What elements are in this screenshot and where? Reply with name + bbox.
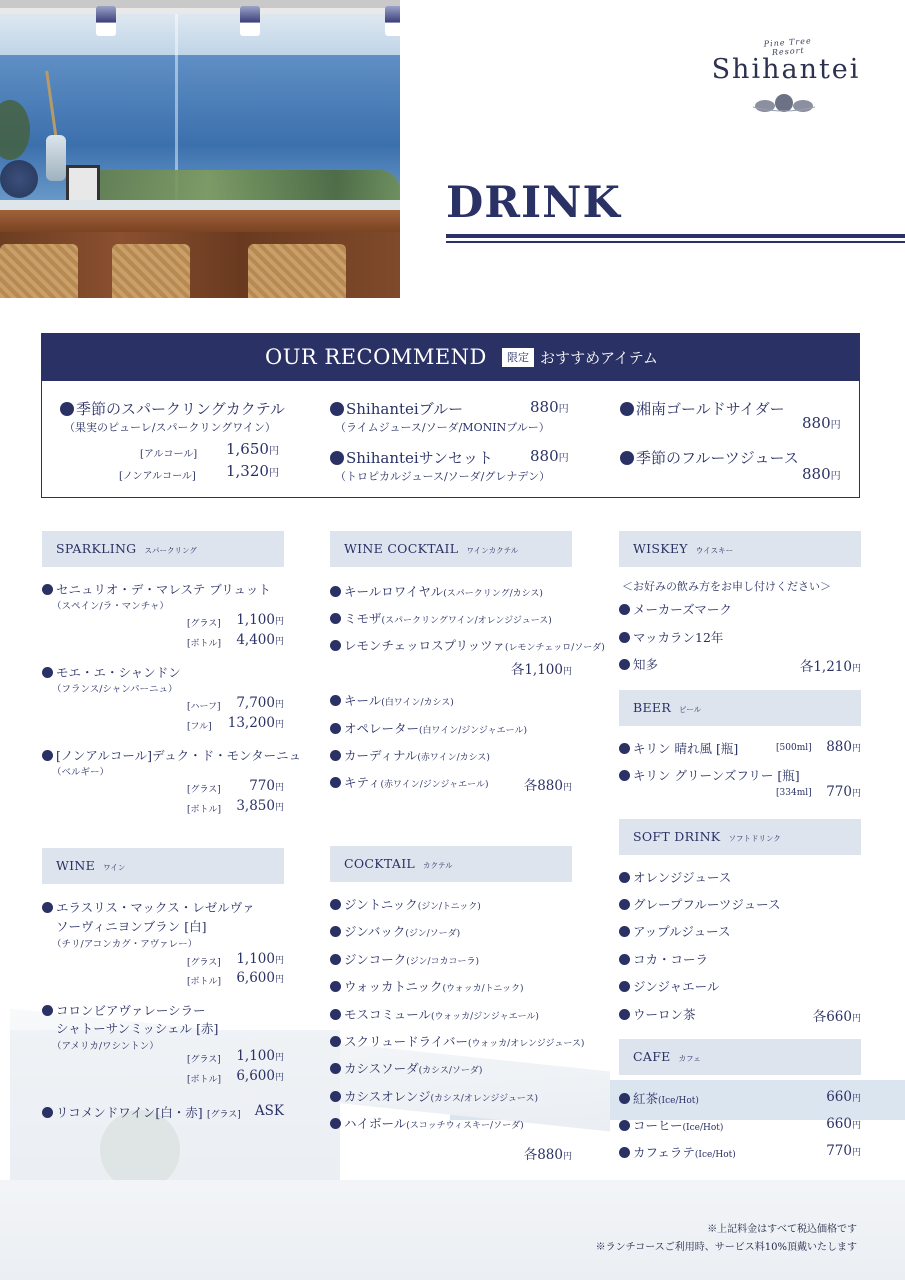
menu-item: オペレーター(白ワイン/ジンジャエール)	[330, 719, 527, 737]
section-header-wine-cocktail: WINE COCKTAIL ワインカクテル	[330, 531, 572, 567]
price: 770円	[826, 1143, 861, 1159]
section-header-cocktail: COCKTAIL カクテル	[330, 846, 572, 882]
menu-item: ジンジャエール	[619, 977, 719, 995]
price-label: [ノンアルコール]	[119, 471, 196, 482]
section-header-sparkling: SPARKLING スパークリング	[42, 531, 284, 567]
menu-item: キティ(赤ワイン/ジンジャエール)	[330, 773, 489, 791]
item-origin: （ベルギー）	[52, 767, 110, 778]
price: 各1,210円	[799, 659, 861, 675]
logo-name: Shihantei	[711, 54, 861, 85]
price: 6,600円	[236, 970, 284, 986]
bullet-icon	[42, 667, 53, 678]
menu-item: レモンチェッロスプリッツァ(レモンチェッロ/ソーダ)	[330, 636, 605, 654]
recommend-item-desc: （トロピカルジュース/ソーダ/グレナデン）	[335, 470, 551, 483]
menu-item: キリン 晴れ風 [瓶]	[619, 739, 738, 757]
footer-note-service: ※ランチコースご利用時、サービス料10%頂戴いたします	[595, 1242, 857, 1253]
recommend-subtitle: おすすめアイテム	[540, 349, 659, 367]
recommend-item-desc: （ライムジュース/ソーダ/MONINブルー）	[335, 421, 550, 434]
item-origin: （フランス/シャンパーニュ）	[52, 684, 178, 695]
price: 各1,100円	[510, 662, 572, 678]
bullet-icon	[619, 1147, 630, 1158]
bullet-icon	[330, 1063, 341, 1074]
price-label: [ボトル]	[187, 1075, 222, 1085]
menu-item: ミモザ(スパークリングワイン/オレンジジュース)	[330, 609, 552, 627]
menu-item: カシスソーダ(カシス/ソーダ)	[330, 1059, 482, 1077]
price-label: [グラス]	[207, 1110, 241, 1120]
price: 7,700円	[236, 695, 284, 711]
price-label: [アルコール]	[140, 449, 198, 460]
price: 1,650円	[226, 440, 279, 458]
price-label: [フル]	[187, 722, 212, 732]
bullet-icon	[42, 902, 53, 913]
bullet-icon	[330, 899, 341, 910]
bullet-icon	[330, 981, 341, 992]
recommend-item-desc: （果実のピューレ/スパークリングワイン）	[64, 421, 276, 434]
bullet-icon	[619, 899, 630, 910]
menu-item: スクリュードライバー(ウォッカ/オレンジジュース)	[330, 1032, 584, 1050]
price-label: [ボトル]	[187, 805, 222, 815]
title-rule	[446, 234, 905, 238]
price: 6,600円	[236, 1068, 284, 1084]
price: 880円	[826, 739, 861, 755]
recommend-item-name: 季節のスパークリングカクテル	[60, 398, 285, 419]
price: 3,850円	[236, 798, 284, 814]
bullet-icon	[330, 640, 341, 651]
recommend-title: OUR RECOMMEND	[265, 345, 487, 369]
menu-item: カーディナル(赤ワイン/カシス)	[330, 746, 490, 764]
title-rule	[446, 241, 905, 243]
section-header-soft-drink: SOFT DRINK ソフトドリンク	[619, 819, 861, 855]
menu-item: キール(白ワイン/カシス)	[330, 691, 454, 709]
menu-item: マッカラン12年	[619, 628, 723, 646]
bullet-icon	[619, 743, 630, 754]
menu-item: カフェラテ(Ice/Hot)	[619, 1143, 736, 1161]
menu-item: エラスリス・マックス・レゼルヴァ	[42, 898, 255, 916]
bullet-icon	[619, 1009, 630, 1020]
bullet-icon	[619, 981, 630, 992]
price: 770円	[826, 784, 861, 800]
bullet-icon	[42, 1107, 53, 1118]
menu-item: カシスオレンジ(カシス/オレンジジュース)	[330, 1087, 538, 1105]
bullet-icon	[42, 584, 53, 595]
bullet-icon	[42, 750, 53, 761]
price: 1,100円	[236, 951, 284, 967]
menu-item: ジンバック(ジン/ソーダ)	[330, 922, 460, 940]
menu-item: ジンコーク(ジン/コカコーラ)	[330, 950, 479, 968]
hero-photo	[0, 0, 400, 298]
recommend-item-name: Shihanteiサンセット	[330, 447, 493, 468]
bullet-icon	[330, 777, 341, 788]
menu-item: モエ・エ・シャンドン	[42, 663, 181, 681]
menu-item: 紅茶(Ice/Hot)	[619, 1089, 699, 1107]
price-label: [ハーフ]	[187, 702, 221, 712]
size-label: [334ml]	[776, 788, 812, 798]
section-header-cafe: CAFE カフェ	[619, 1039, 861, 1075]
menu-item: リコメンドワイン[白・赤]	[42, 1103, 203, 1121]
footer-note-tax: ※上記料金はすべて税込価格です	[707, 1224, 857, 1235]
bullet-icon	[330, 451, 344, 465]
section-header-beer: BEER ビール	[619, 690, 861, 726]
logo-tagline: Pine Tree Resort	[763, 36, 812, 58]
pinecone-emblem-icon	[751, 93, 817, 115]
size-label: [500ml]	[776, 743, 812, 753]
menu-item: アップルジュース	[619, 922, 730, 940]
bullet-icon	[330, 1036, 341, 1047]
bullet-icon	[619, 770, 630, 781]
bullet-icon	[330, 613, 341, 624]
menu-item-line2: シャトーサンミッシェル [赤]	[56, 1021, 219, 1036]
bullet-icon	[619, 926, 630, 937]
item-origin: （スペイン/ラ・マンチャ）	[52, 601, 169, 612]
bullet-icon	[330, 750, 341, 761]
menu-item: キールロワイヤル(スパークリング/カシス)	[330, 582, 543, 600]
price-label: [ボトル]	[187, 977, 222, 987]
price: 880円	[802, 414, 841, 432]
bullet-icon	[330, 695, 341, 706]
price-label: [グラス]	[187, 1055, 221, 1065]
recommend-item-name: 季節のフルーツジュース	[620, 447, 799, 468]
menu-item: ウーロン茶	[619, 1005, 696, 1023]
price: 880円	[530, 447, 569, 465]
price-label: [グラス]	[187, 619, 221, 629]
bullet-icon	[42, 1005, 53, 1016]
bullet-icon	[330, 402, 344, 416]
menu-item: オレンジジュース	[619, 868, 731, 886]
bullet-icon	[619, 604, 630, 615]
bullet-icon	[330, 1091, 341, 1102]
bullet-icon	[619, 632, 630, 643]
price-label: [ボトル]	[187, 639, 222, 649]
bullet-icon	[620, 402, 634, 416]
menu-item: キリン グリーンズフリー [瓶]	[619, 766, 800, 784]
menu-item: ハイボール(スコッチウィスキー/ソーダ)	[330, 1114, 524, 1132]
limited-badge: 限定	[502, 348, 534, 367]
bullet-icon	[619, 1120, 630, 1131]
price: 660円	[826, 1089, 861, 1105]
bullet-icon	[60, 402, 74, 416]
price: 4,400円	[236, 632, 284, 648]
menu-item: モスコミュール(ウォッカ/ジンジャエール)	[330, 1005, 539, 1023]
menu-item-line2: ソーヴィニヨンブラン [白]	[56, 919, 207, 934]
menu-item: コーヒー(Ice/Hot)	[619, 1116, 723, 1134]
menu-item: ウォッカトニック(ウォッカ/トニック)	[330, 977, 524, 995]
menu-item: 知多	[619, 655, 658, 673]
price: 各660円	[812, 1009, 861, 1025]
price: 770円	[249, 778, 284, 794]
price: 880円	[802, 465, 841, 483]
price-label: [グラス]	[187, 958, 221, 968]
bullet-icon	[619, 872, 630, 883]
menu-item: コロンビアヴァレーシラー	[42, 1001, 206, 1019]
page-title: DRINK	[446, 178, 621, 228]
recommend-item-name: 湘南ゴールドサイダー	[620, 398, 785, 419]
section-header-wine: WINE ワイン	[42, 848, 284, 884]
section-header-whiskey: WISKEY ウイスキー	[619, 531, 861, 567]
menu-item: メーカーズマーク	[619, 600, 732, 618]
menu-item: グレープフルーツジュース	[619, 895, 781, 913]
bullet-icon	[619, 954, 630, 965]
bullet-icon	[330, 1118, 341, 1129]
price: ASK	[254, 1103, 284, 1119]
bullet-icon	[330, 1009, 341, 1020]
price: 各880円	[523, 778, 572, 794]
price: 880円	[530, 398, 569, 416]
whiskey-note: ＜お好みの飲み方をお申し付けください＞	[622, 580, 831, 593]
bullet-icon	[330, 954, 341, 965]
recommend-item-name: Shihanteiブルー	[330, 398, 463, 419]
menu-item: [ノンアルコール]デュク・ド・モンターニュ	[42, 746, 301, 764]
item-origin: （チリ/アコンカグ・アヴァレー）	[52, 939, 198, 950]
menu-item: コカ・コーラ	[619, 950, 708, 968]
bullet-icon	[330, 723, 341, 734]
price: 13,200円	[227, 715, 284, 731]
bullet-icon	[620, 451, 634, 465]
price: 660円	[826, 1116, 861, 1132]
bullet-icon	[619, 1093, 630, 1104]
price: 1,100円	[236, 1048, 284, 1064]
bullet-icon	[330, 586, 341, 597]
price-label: [グラス]	[187, 785, 221, 795]
price: 1,100円	[236, 612, 284, 628]
price: 各880円	[523, 1147, 572, 1163]
price: 1,320円	[226, 462, 279, 480]
bullet-icon	[619, 659, 630, 670]
menu-item: ジントニック(ジン/トニック)	[330, 895, 481, 913]
bullet-icon	[330, 926, 341, 937]
item-origin: （アメリカ/ワシントン）	[52, 1041, 159, 1052]
menu-item: セニュリオ・デ・マレステ ブリュット	[42, 580, 271, 598]
